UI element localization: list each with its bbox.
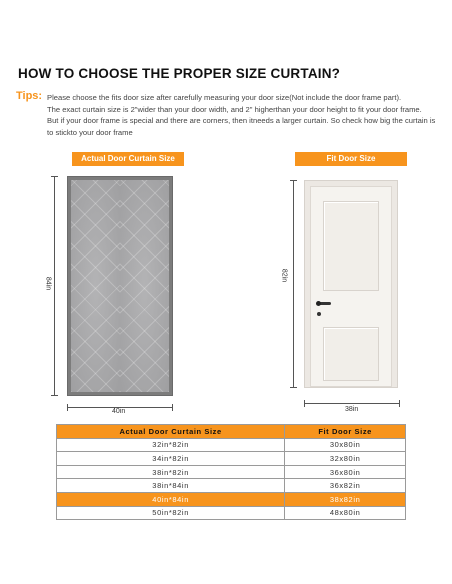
curtain-size-label: Actual Door Curtain Size	[72, 152, 184, 166]
table-row	[57, 506, 406, 520]
curtain-width-tick-left	[67, 404, 68, 411]
table-row	[57, 465, 406, 479]
curtain-size-cell: 40in*84in	[57, 492, 285, 506]
door-size-cell: 48x80in	[285, 506, 406, 520]
door-height-line	[293, 180, 294, 388]
tips-line-1: Please choose the fits door size after carefully measuring your door size(Not include the door frame part).	[47, 93, 402, 102]
tips-line-3: But if your door frame is special and there are corners, then itneeds a larger curtain. So check how big the curtain is to stickto your door frame	[47, 116, 436, 137]
curtain-size-cell: 50in*82in	[57, 506, 285, 520]
door-panel-bottom	[323, 327, 379, 381]
table-row-highlighted	[57, 492, 406, 506]
door-height-label: 82in	[280, 268, 288, 283]
door-size-cell: 36x80in	[285, 465, 406, 479]
header-curtain-size: Actual Door Curtain Size	[57, 425, 285, 439]
table-row	[57, 479, 406, 493]
door-size-cell: 32x80in	[285, 452, 406, 466]
door-size-cell: 38x82in	[285, 492, 406, 506]
door-width-tick-left	[304, 400, 305, 407]
door-lock-icon	[317, 312, 321, 316]
tips-line-2: The exact curtain size is 2"wider than your door width, and 2" higherthan your door height to fit your door frame.	[47, 104, 422, 114]
tips-text	[47, 92, 442, 138]
curtain-size-cell: 38in*84in	[57, 479, 285, 493]
size-table	[56, 424, 406, 520]
curtain-height-tick-bottom	[51, 395, 58, 396]
door-frame	[304, 180, 398, 388]
door-size-cell: 30x80in	[285, 438, 406, 452]
curtain-height-label: 84in	[44, 276, 52, 291]
curtain-size-cell: 38in*82in	[57, 465, 285, 479]
door-width-tick-right	[399, 400, 400, 407]
door-curtain	[67, 176, 173, 396]
curtain-height-line	[54, 176, 55, 396]
door-width-line	[304, 403, 400, 404]
door	[310, 186, 392, 387]
table-row	[57, 438, 406, 452]
size-table-header	[57, 425, 406, 439]
table-row	[57, 452, 406, 466]
tips-label: Tips:	[16, 90, 43, 102]
door-width-label: 38in	[345, 406, 359, 413]
door-size-label: Fit Door Size	[295, 152, 407, 166]
door-panel-top	[323, 201, 379, 291]
curtain-height-tick-top	[51, 176, 58, 177]
page-title: HOW TO CHOOSE THE PROPER SIZE CURTAIN?	[18, 66, 341, 81]
curtain-panel-right	[120, 180, 169, 392]
door-knob-icon	[316, 301, 321, 306]
curtain-width-label: 40in	[112, 408, 126, 415]
curtain-width-tick-right	[172, 404, 173, 411]
curtain-size-cell: 34in*82in	[57, 452, 285, 466]
door-height-tick-bottom	[290, 387, 297, 388]
curtain-panel-left	[71, 180, 120, 392]
door-height-tick-top	[290, 180, 297, 181]
header-door-size: Fit Door Size	[285, 425, 406, 439]
curtain-size-cell: 32in*82in	[57, 438, 285, 452]
door-size-cell: 36x82in	[285, 479, 406, 493]
